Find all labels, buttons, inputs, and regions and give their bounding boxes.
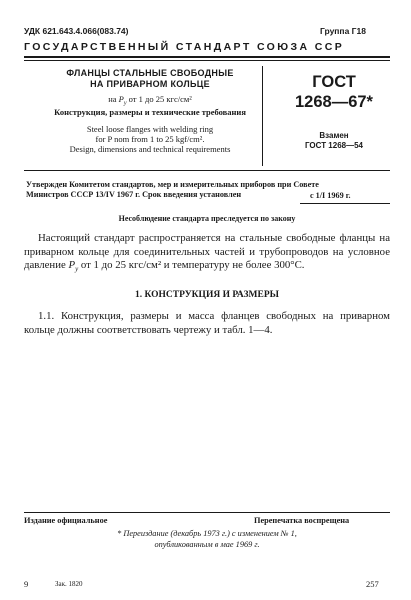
title-ru-line2: НА ПРИВАРНОМ КОЛЬЦЕ xyxy=(90,79,210,89)
replaced-number: ГОСТ 1268—54 xyxy=(304,141,364,150)
intro-text-2: от 1 до 25 кгс/см² и температуру не более 300°C. xyxy=(78,259,305,271)
page-signature: 9 xyxy=(24,579,29,589)
reissue-note xyxy=(24,528,390,550)
pressure-subscript: у xyxy=(123,100,127,107)
footer-rule xyxy=(24,512,390,513)
replaced-label: Взамен xyxy=(319,131,349,140)
approval-line2: Министров СССР 13/IV 1967 г. Срок введения установлен xyxy=(26,190,242,199)
gost-number: 1268—67* xyxy=(295,93,373,111)
pressure-symbol: P xyxy=(118,94,124,104)
header-rule-thin xyxy=(24,60,390,61)
intro-pressure-subscript: у xyxy=(75,265,79,274)
noncompliance-notice: Несоблюдение стандарта преследуется по закону xyxy=(118,214,296,223)
intro-text-1: Настоящий стандарт распространяется на стальные свободные фланцы на приварном кольце для соединительных частей и трубопроводов на условное давление xyxy=(24,232,390,271)
title-english xyxy=(46,124,254,154)
reissue-line2: опубликованным в мае 1969 г. xyxy=(154,540,260,549)
approval-line1: Утвержден Комитетом стандартов, мер и измерительных приборов при Совете xyxy=(26,180,319,189)
gost-label: ГОСТ xyxy=(312,73,356,91)
title-en-line1: Steel loose flanges with welding ring xyxy=(86,124,214,134)
udk-code: УДК 621.643.4.066(083.74) xyxy=(24,26,129,36)
header-rule-thick xyxy=(24,56,390,58)
pressure-subtitle xyxy=(46,94,254,107)
title-en-line3: Design, dimensions and technical requirements xyxy=(69,144,231,154)
section-1-title: 1. КОНСТРУКЦИЯ И РАЗМЕРЫ xyxy=(135,290,279,300)
title-ru-line1: ФЛАНЦЫ СТАЛЬНЫЕ СВОБОДНЫЕ xyxy=(66,68,234,78)
construction-subtitle: Конструкция, размеры и технические требования xyxy=(54,107,246,117)
page-number: 257 xyxy=(366,579,379,589)
reprint-prohibited: Перепечатка воспрещена xyxy=(254,516,350,525)
gost-designation xyxy=(270,72,398,112)
state-standard-heading: ГОСУДАРСТВЕННЫЙ СТАНДАРТ СОЮЗА ССР xyxy=(24,41,345,53)
order-number: Зак. 1820 xyxy=(55,580,83,588)
title-block-rule xyxy=(24,170,390,171)
pressure-prefix: на xyxy=(108,94,117,104)
title-en-line2: for P nom from 1 to 25 kgf/cm². xyxy=(95,134,205,144)
reissue-line1: * Переиздание (декабрь 1973 г.) с изменением № 1, xyxy=(117,529,297,538)
intro-pressure-symbol: P xyxy=(68,259,76,271)
intro-paragraph xyxy=(24,232,390,277)
paragraph-1-1: 1.1. Конструкция, размеры и масса фланцев свободных на приварном кольце должны соответствовать чертежу и табл. 1—4. xyxy=(24,310,390,336)
group-code: Группа Г18 xyxy=(320,26,366,36)
effective-date: с 1/I 1969 г. xyxy=(310,191,351,200)
official-edition: Издание официальное xyxy=(24,516,108,525)
pressure-range: от 1 до 25 кгс/см² xyxy=(128,94,192,104)
replaced-standard xyxy=(270,131,398,151)
title-russian xyxy=(46,68,254,90)
effective-date-rule xyxy=(300,203,390,204)
title-divider xyxy=(262,66,263,166)
